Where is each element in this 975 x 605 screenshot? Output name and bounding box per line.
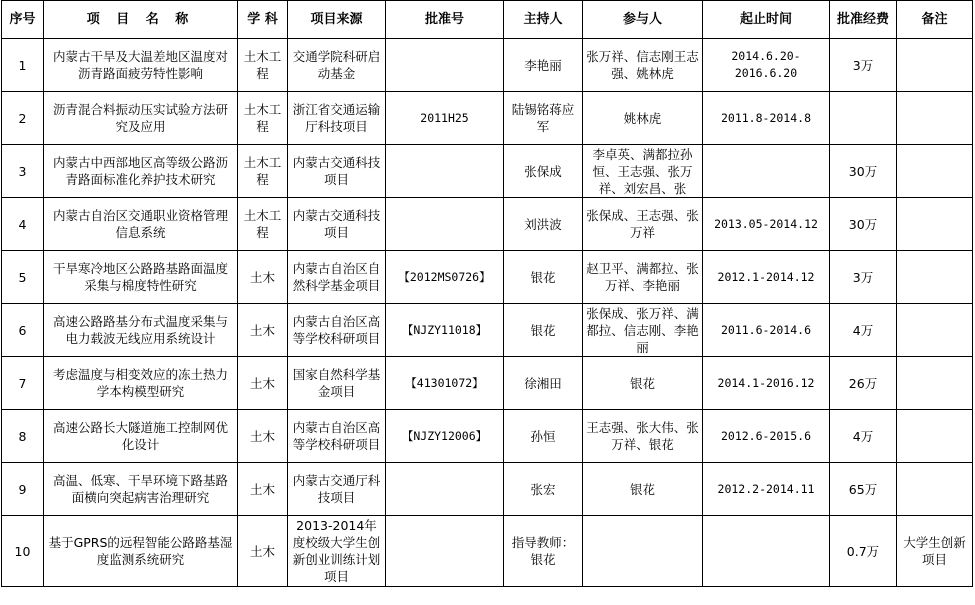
- cell-funding: 4万: [830, 410, 897, 463]
- project-table: [1, 0, 973, 587]
- cell-host: 刘洪波: [504, 198, 583, 251]
- cell-period: 2012.1-2014.12: [703, 251, 830, 304]
- cell-period: 2011.6-2014.6: [703, 304, 830, 357]
- header-index: 序号: [2, 1, 44, 39]
- cell-participants: 王志强、张大伟、张万祥、银花: [583, 410, 703, 463]
- cell-approval-no: [386, 198, 504, 251]
- cell-name: 干旱寒冷地区公路路基路面温度采集与棉度特性研究: [44, 251, 238, 304]
- cell-period: 2012.6-2015.6: [703, 410, 830, 463]
- cell-name: 高速公路路基分布式温度采集与电力载波无线应用系统设计: [44, 304, 238, 357]
- cell-discipline: 土木工程: [238, 198, 288, 251]
- cell-approval-no: 【41301072】: [386, 357, 504, 410]
- cell-funding: 0.7万: [830, 516, 897, 587]
- cell-remarks: [897, 145, 973, 198]
- header-row: [2, 1, 973, 39]
- header-funding: 批准经费: [830, 1, 897, 39]
- cell-discipline: 土木: [238, 251, 288, 304]
- cell-host: 徐湘田: [504, 357, 583, 410]
- header-name: 项 目 名 称: [44, 1, 238, 39]
- cell-remarks: [897, 92, 973, 145]
- cell-approval-no: [386, 463, 504, 516]
- cell-funding: [830, 92, 897, 145]
- header-remarks: 备注: [897, 1, 973, 39]
- header-approval-no: 批准号: [386, 1, 504, 39]
- cell-discipline: 土木工程: [238, 92, 288, 145]
- cell-index: 3: [2, 145, 44, 198]
- cell-funding: 30万: [830, 145, 897, 198]
- table-row: [2, 251, 973, 304]
- cell-funding: 26万: [830, 357, 897, 410]
- cell-remarks: [897, 198, 973, 251]
- cell-host: 李艳丽: [504, 39, 583, 92]
- cell-source: 2013-2014年度校级大学生创新创业训练计划项目: [288, 516, 386, 587]
- cell-remarks: [897, 357, 973, 410]
- cell-name: 内蒙古干旱及大温差地区温度对沥青路面疲劳特性影响: [44, 39, 238, 92]
- cell-participants: 张万祥、信志刚王志强、姚林虎: [583, 39, 703, 92]
- cell-host: 银花: [504, 304, 583, 357]
- cell-approval-no: [386, 516, 504, 587]
- cell-index: 1: [2, 39, 44, 92]
- cell-index: 5: [2, 251, 44, 304]
- cell-discipline: 土木: [238, 516, 288, 587]
- cell-funding: 65万: [830, 463, 897, 516]
- cell-source: 内蒙古自治区高等学校科研项目: [288, 410, 386, 463]
- cell-index: 6: [2, 304, 44, 357]
- cell-funding: 3万: [830, 251, 897, 304]
- cell-period: 2011.8-2014.8: [703, 92, 830, 145]
- cell-index: 4: [2, 198, 44, 251]
- cell-discipline: 土木工程: [238, 145, 288, 198]
- cell-host: 指导教师：银花: [504, 516, 583, 587]
- table-row: [2, 92, 973, 145]
- header-source: 项目来源: [288, 1, 386, 39]
- cell-name: 基于GPRS的远程智能公路路基湿度监测系统研究: [44, 516, 238, 587]
- cell-index: 2: [2, 92, 44, 145]
- cell-period: 2012.2-2014.11: [703, 463, 830, 516]
- cell-participants: 姚林虎: [583, 92, 703, 145]
- cell-remarks: 大学生创新项目: [897, 516, 973, 587]
- cell-source: 国家自然科学基金项目: [288, 357, 386, 410]
- table-row: [2, 145, 973, 198]
- cell-name: 高速公路长大隧道施工控制网优化设计: [44, 410, 238, 463]
- cell-participants: 银花: [583, 463, 703, 516]
- cell-source: 内蒙古交通科技项目: [288, 145, 386, 198]
- cell-remarks: [897, 251, 973, 304]
- table-row: [2, 516, 973, 587]
- cell-participants: 张保成、张万祥、满都拉、信志刚、李艳丽: [583, 304, 703, 357]
- cell-discipline: 土木: [238, 357, 288, 410]
- cell-funding: 30万: [830, 198, 897, 251]
- cell-participants: [583, 516, 703, 587]
- cell-participants: 赵卫平、满都拉、张万祥、李艳丽: [583, 251, 703, 304]
- cell-host: 张保成: [504, 145, 583, 198]
- header-participants: 参与人: [583, 1, 703, 39]
- cell-source: 浙江省交通运输厅科技项目: [288, 92, 386, 145]
- cell-source: 内蒙古自治区高等学校科研项目: [288, 304, 386, 357]
- cell-source: 内蒙古交通科技项目: [288, 198, 386, 251]
- cell-index: 10: [2, 516, 44, 587]
- cell-source: 交通学院科研启动基金: [288, 39, 386, 92]
- cell-approval-no: 2011H25: [386, 92, 504, 145]
- cell-discipline: 土木: [238, 410, 288, 463]
- cell-remarks: [897, 39, 973, 92]
- cell-remarks: [897, 410, 973, 463]
- cell-index: 9: [2, 463, 44, 516]
- cell-host: 银花: [504, 251, 583, 304]
- cell-period: 2013.05-2014.12: [703, 198, 830, 251]
- table-row: [2, 39, 973, 92]
- cell-host: 孙恒: [504, 410, 583, 463]
- table-row: [2, 463, 973, 516]
- cell-approval-no: 【NJZY12006】: [386, 410, 504, 463]
- header-period: 起止时间: [703, 1, 830, 39]
- cell-remarks: [897, 304, 973, 357]
- cell-index: 8: [2, 410, 44, 463]
- cell-host: 陆锡铭蒋应军: [504, 92, 583, 145]
- cell-approval-no: 【2012MS0726】: [386, 251, 504, 304]
- cell-approval-no: [386, 39, 504, 92]
- cell-period: 2014.1-2016.12: [703, 357, 830, 410]
- cell-discipline: 土木: [238, 304, 288, 357]
- cell-discipline: 土木工程: [238, 39, 288, 92]
- cell-name: 内蒙古自治区交通职业资格管理信息系统: [44, 198, 238, 251]
- cell-participants: 张保成、王志强、张万祥: [583, 198, 703, 251]
- cell-approval-no: 【NJZY11018】: [386, 304, 504, 357]
- table-row: [2, 410, 973, 463]
- cell-approval-no: [386, 145, 504, 198]
- cell-source: 内蒙古交通厅科技项目: [288, 463, 386, 516]
- table-row: [2, 357, 973, 410]
- cell-period: 2014.6.20-2016.6.20: [703, 39, 830, 92]
- table-row: [2, 198, 973, 251]
- cell-name: 高温、低寒、干旱环境下路基路面横向突起病害治理研究: [44, 463, 238, 516]
- cell-funding: 3万: [830, 39, 897, 92]
- cell-name: 沥青混合料振动压实试验方法研究及应用: [44, 92, 238, 145]
- cell-name: 内蒙古中西部地区高等级公路沥青路面标准化养护技术研究: [44, 145, 238, 198]
- cell-participants: 银花: [583, 357, 703, 410]
- cell-participants: 李卓英、满都拉孙恒、王志强、张万祥、刘宏昌、张: [583, 145, 703, 198]
- cell-remarks: [897, 463, 973, 516]
- cell-source: 内蒙古自治区自然科学基金项目: [288, 251, 386, 304]
- header-host: 主持人: [504, 1, 583, 39]
- cell-name: 考虑温度与相变效应的冻土热力学本构模型研究: [44, 357, 238, 410]
- cell-host: 张宏: [504, 463, 583, 516]
- cell-period: [703, 145, 830, 198]
- table-row: [2, 304, 973, 357]
- cell-discipline: 土木: [238, 463, 288, 516]
- cell-period: [703, 516, 830, 587]
- cell-index: 7: [2, 357, 44, 410]
- header-discipline: 学 科: [238, 1, 288, 39]
- cell-funding: 4万: [830, 304, 897, 357]
